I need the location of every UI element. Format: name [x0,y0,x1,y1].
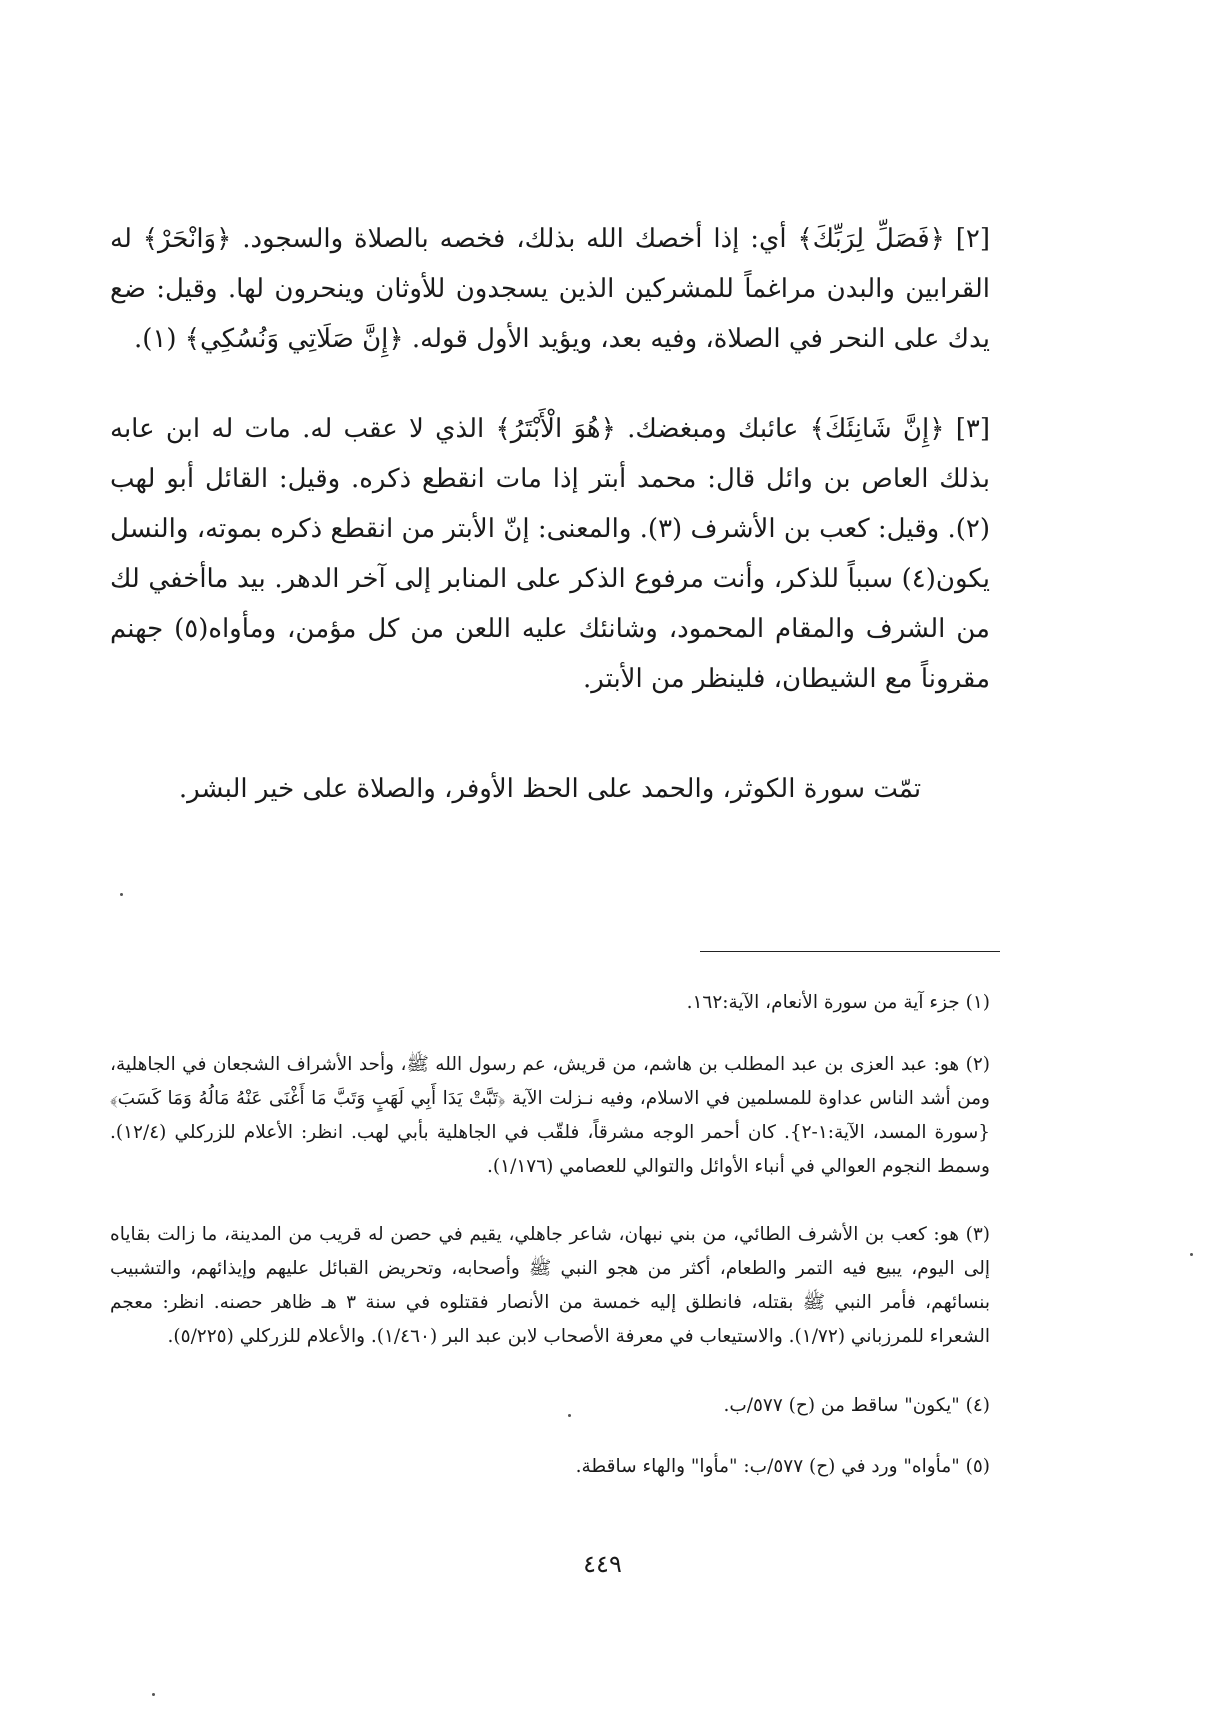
footnote-1: (١) جزء آية من سورة الأنعام، الآية:١٦٢. [686,992,990,1013]
commentary-paragraph-verse-3: [٣] ﴿إِنَّ شَانِئَكَ﴾ عائبك ومبغضك. ﴿هُوَ الْأَبْتَرُ﴾ الذي لا عقب له. مات له ابن عابه بذلك العاص بن وائل قال: محمد أبتر إذا مات انقطع ذكره. وقيل: القائل أبو لهب (٢). وقيل: كعب بن الأشرف (٣). والمعنى: إنّ الأبتر من انقطع ذكره بموته، والنسل يكون(٤) سبباً للذكر، وأنت مرفوع الذكر على المنابر إلى آخر الدهر. بيد ماأخفي لك من الشرف والمقام المحمود، وشانئك عليه اللعن من كل مؤمن، ومأواه(٥) جهنم مقروناً مع الشيطان، فلينظر من الأبتر. [110,414,990,694]
scan-speck [152,1693,155,1696]
footnote-separator [700,951,1000,952]
footnote-2: (٢) هو: عبد العزى بن عبد المطلب بن هاشم، من قريش، عم رسول الله ﷺ، وأحد الأشراف الشجعان في الجاهلية، ومن أشد الناس عداوة للمسلمين في الاسلام، وفيه نـزلت الآية ﴿تَبَّتْ يَدَا أَبِي لَهَبٍ وَتَبَّ مَا أَغْنَى عَنْهُ مَالُهُ وَمَا كَسَبَ﴾ {سورة المسد، الآية:١-٢}. كان أحمر الوجه مشرقاً، فلقّب في الجاهلية بأبي لهب. انظر: الأعلام للزركلي (١٢/٤). وسمط النجوم العوالي في أنباء الأوائل والتوالي للعصامي (١/١٧٦). [110,1054,990,1177]
surah-closing-line: تمّت سورة الكوثر، والحمد على الحظ الأوفر، والصلاة على خير البشر. [178,774,922,804]
commentary-paragraph-verse-2: [٢] ﴿فَصَلِّ لِرَبِّكَ﴾ أي: إذا أخصك الله بذلك، فخصه بالصلاة والسجود. ﴿وَانْحَرْ﴾ له القرابين والبدن مراغماً للمشركين الذين يسجدون للأوثان وينحرون لها. وقيل: ضع يدك على النحر في الصلاة، وفيه بعد، ويؤيد الأول قوله. ﴿إِنَّ صَلَاتِي وَنُسُكِي﴾ (١). [110,224,990,354]
scan-speck [120,893,123,896]
page-number: ٤٤٩ [583,1550,622,1578]
footnote-3: (٣) هو: كعب بن الأشرف الطائي، من بني نبهان، شاعر جاهلي، يقيم في حصن له قريب من المدينة، ما زالت بقاياه إلى اليوم، يبيع فيه التمر والطعام، أكثر من هجو النبي ﷺ وأصحابه، وتحريض القبائل عليهم وإيذائهم، والتشبيب بنسائهم، فأمر النبي ﷺ بقتله، فانطلق إليه خمسة من الأنصار فقتلوه في سنة ٣ هـ ظاهر حصنه. انظر: معجم الشعراء للمرزباني (١/٧٢). والاستيعاب في معرفة الأصحاب لابن عبد البر (١/٤٦٠). والأعلام للزركلي (٥/٢٢٥). [110,1224,990,1347]
footnote-4: (٤) "يكون" ساقط من (ح) ٥٧٧/ب. [723,1395,990,1416]
scan-speck [568,1414,571,1417]
footnote-5: (٥) "مأواه" ورد في (ح) ٥٧٧/ب: "مأوا" والهاء ساقطة. [575,1456,990,1477]
scan-speck [1190,1253,1193,1256]
